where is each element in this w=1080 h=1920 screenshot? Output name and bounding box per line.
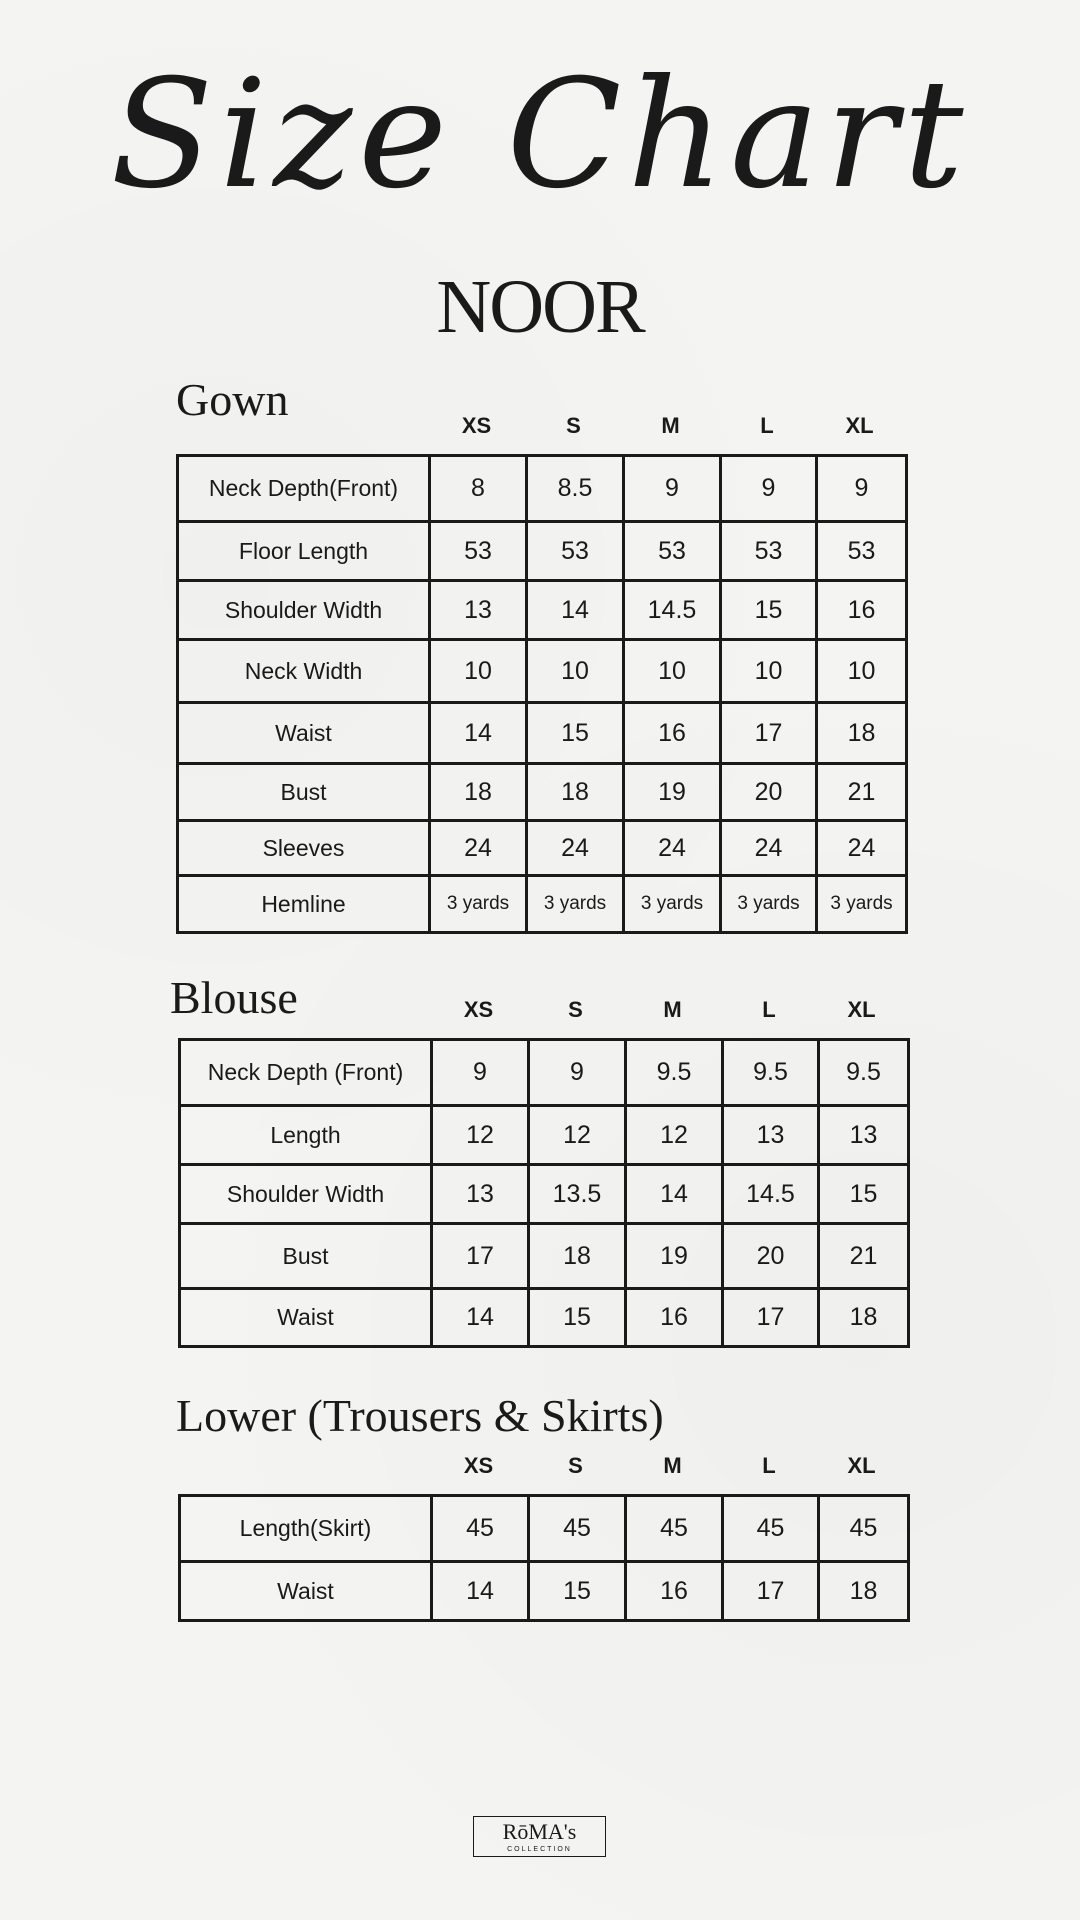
size-m-value: 3 yards	[624, 876, 721, 933]
size-m-value: 9	[624, 456, 721, 522]
size-s-value: 18	[529, 1224, 626, 1289]
size-xl-value: 45	[819, 1496, 909, 1562]
size-s-label: S	[566, 413, 581, 438]
size-xs-value: 24	[430, 821, 527, 876]
size-m-value: 16	[624, 703, 721, 764]
collection-name: NOOR	[436, 265, 644, 349]
blouse-table-row	[180, 1165, 909, 1224]
measurement-label: Neck Width	[178, 640, 430, 703]
size-xl-value: 13	[819, 1106, 909, 1165]
size-s-value: 12	[529, 1106, 626, 1165]
lower-size-table	[178, 1494, 910, 1622]
measurement-label: Neck Depth(Front)	[178, 456, 430, 522]
size-s-value: 10	[527, 640, 624, 703]
gown-table-row	[178, 581, 907, 640]
size-xs-label: XS	[461, 413, 492, 438]
gown-table-row	[178, 522, 907, 581]
size-m-value: 12	[626, 1106, 723, 1165]
gown-section-title: Gown	[176, 374, 289, 425]
size-l-value: 53	[721, 522, 817, 581]
size-s-value: 8.5	[527, 456, 624, 522]
size-l-value: 9	[721, 456, 817, 522]
size-m-label: M	[663, 1453, 682, 1478]
size-l-value: 24	[721, 821, 817, 876]
size-m-label: M	[661, 413, 680, 438]
measurement-label: Shoulder Width	[180, 1165, 432, 1224]
size-xl-label: XL	[845, 413, 874, 438]
page-title: Size Chart	[110, 48, 970, 222]
gown-table-row	[178, 764, 907, 821]
size-s-value: 3 yards	[527, 876, 624, 933]
size-l-value: 20	[721, 764, 817, 821]
size-m-value: 16	[626, 1562, 723, 1621]
measurement-label: Waist	[180, 1289, 432, 1347]
blouse-size-header	[430, 997, 906, 1023]
blouse-section-title: Blouse	[170, 972, 298, 1023]
blouse-table-row	[180, 1040, 909, 1106]
size-xs-value: 14	[430, 703, 527, 764]
size-xs-value: 3 yards	[430, 876, 527, 933]
size-l-value: 13	[723, 1106, 819, 1165]
size-xl-value: 15	[819, 1165, 909, 1224]
size-s-value: 18	[527, 764, 624, 821]
gown-table-row	[178, 703, 907, 764]
measurement-label: Bust	[180, 1224, 432, 1289]
size-xl-value: 9	[817, 456, 907, 522]
size-l-value: 17	[723, 1562, 819, 1621]
brand-logo	[473, 1816, 606, 1857]
measurement-label: Waist	[180, 1562, 432, 1621]
size-s-value: 9	[529, 1040, 626, 1106]
size-m-label: M	[663, 997, 682, 1022]
size-l-value: 10	[721, 640, 817, 703]
size-l-value: 9.5	[723, 1040, 819, 1106]
lower-size-header	[430, 1453, 906, 1479]
size-l-value: 17	[721, 703, 817, 764]
size-xl-value: 53	[817, 522, 907, 581]
size-xs-value: 18	[430, 764, 527, 821]
size-m-value: 19	[624, 764, 721, 821]
size-xl-value: 10	[817, 640, 907, 703]
measurement-label: Shoulder Width	[178, 581, 430, 640]
gown-size-table	[176, 454, 908, 934]
size-s-value: 15	[529, 1562, 626, 1621]
size-l-label: L	[762, 1453, 776, 1478]
blouse-table-row	[180, 1106, 909, 1165]
lower-section-title: Lower (Trousers & Skirts)	[176, 1390, 664, 1441]
blouse-size-table	[178, 1038, 910, 1348]
size-s-value: 15	[527, 703, 624, 764]
size-xs-value: 10	[430, 640, 527, 703]
size-m-value: 53	[624, 522, 721, 581]
size-m-value: 10	[624, 640, 721, 703]
blouse-table-row	[180, 1289, 909, 1347]
measurement-label: Bust	[178, 764, 430, 821]
measurement-label: Length	[180, 1106, 432, 1165]
gown-size-header	[428, 413, 904, 439]
measurement-label: Hemline	[178, 876, 430, 933]
size-m-value: 24	[624, 821, 721, 876]
lower-table-row	[180, 1562, 909, 1621]
size-xs-label: XS	[463, 1453, 494, 1478]
size-s-value: 24	[527, 821, 624, 876]
size-xs-value: 14	[432, 1289, 529, 1347]
measurement-label: Waist	[178, 703, 430, 764]
logo-sub-text: COLLECTION	[507, 1846, 572, 1853]
size-xs-value: 13	[430, 581, 527, 640]
size-xl-value: 18	[817, 703, 907, 764]
size-m-value: 9.5	[626, 1040, 723, 1106]
size-xl-value: 16	[817, 581, 907, 640]
size-xs-value: 8	[430, 456, 527, 522]
size-xl-label: XL	[847, 1453, 876, 1478]
gown-table-row	[178, 456, 907, 522]
size-s-label: S	[568, 1453, 583, 1478]
size-s-value: 14	[527, 581, 624, 640]
size-xs-value: 12	[432, 1106, 529, 1165]
size-l-value: 3 yards	[721, 876, 817, 933]
measurement-label: Floor Length	[178, 522, 430, 581]
size-m-value: 45	[626, 1496, 723, 1562]
size-l-value: 45	[723, 1496, 819, 1562]
measurement-label: Neck Depth (Front)	[180, 1040, 432, 1106]
size-xl-value: 18	[819, 1289, 909, 1347]
size-s-label: S	[568, 997, 583, 1022]
size-xs-value: 13	[432, 1165, 529, 1224]
size-m-value: 14.5	[624, 581, 721, 640]
size-l-value: 17	[723, 1289, 819, 1347]
gown-table-row	[178, 876, 907, 933]
size-xl-value: 18	[819, 1562, 909, 1621]
size-s-value: 13.5	[529, 1165, 626, 1224]
size-xs-label: XS	[463, 997, 494, 1022]
size-s-value: 15	[529, 1289, 626, 1347]
size-l-label: L	[760, 413, 774, 438]
size-xl-value: 21	[819, 1224, 909, 1289]
logo-brand-text: RōMA's	[502, 1819, 577, 1844]
gown-table-row	[178, 821, 907, 876]
gown-table-row	[178, 640, 907, 703]
size-s-value: 53	[527, 522, 624, 581]
size-l-value: 14.5	[723, 1165, 819, 1224]
size-xs-value: 53	[430, 522, 527, 581]
size-xl-label: XL	[847, 997, 876, 1022]
size-xs-value: 9	[432, 1040, 529, 1106]
measurement-label: Sleeves	[178, 821, 430, 876]
size-m-value: 14	[626, 1165, 723, 1224]
size-xl-value: 21	[817, 764, 907, 821]
size-xl-value: 9.5	[819, 1040, 909, 1106]
measurement-label: Length(Skirt)	[180, 1496, 432, 1562]
size-xl-value: 3 yards	[817, 876, 907, 933]
size-l-value: 20	[723, 1224, 819, 1289]
size-l-label: L	[762, 997, 776, 1022]
size-l-value: 15	[721, 581, 817, 640]
size-xs-value: 14	[432, 1562, 529, 1621]
size-m-value: 19	[626, 1224, 723, 1289]
size-xs-value: 17	[432, 1224, 529, 1289]
size-m-value: 16	[626, 1289, 723, 1347]
size-xs-value: 45	[432, 1496, 529, 1562]
lower-table-row	[180, 1496, 909, 1562]
size-xl-value: 24	[817, 821, 907, 876]
blouse-table-row	[180, 1224, 909, 1289]
size-s-value: 45	[529, 1496, 626, 1562]
